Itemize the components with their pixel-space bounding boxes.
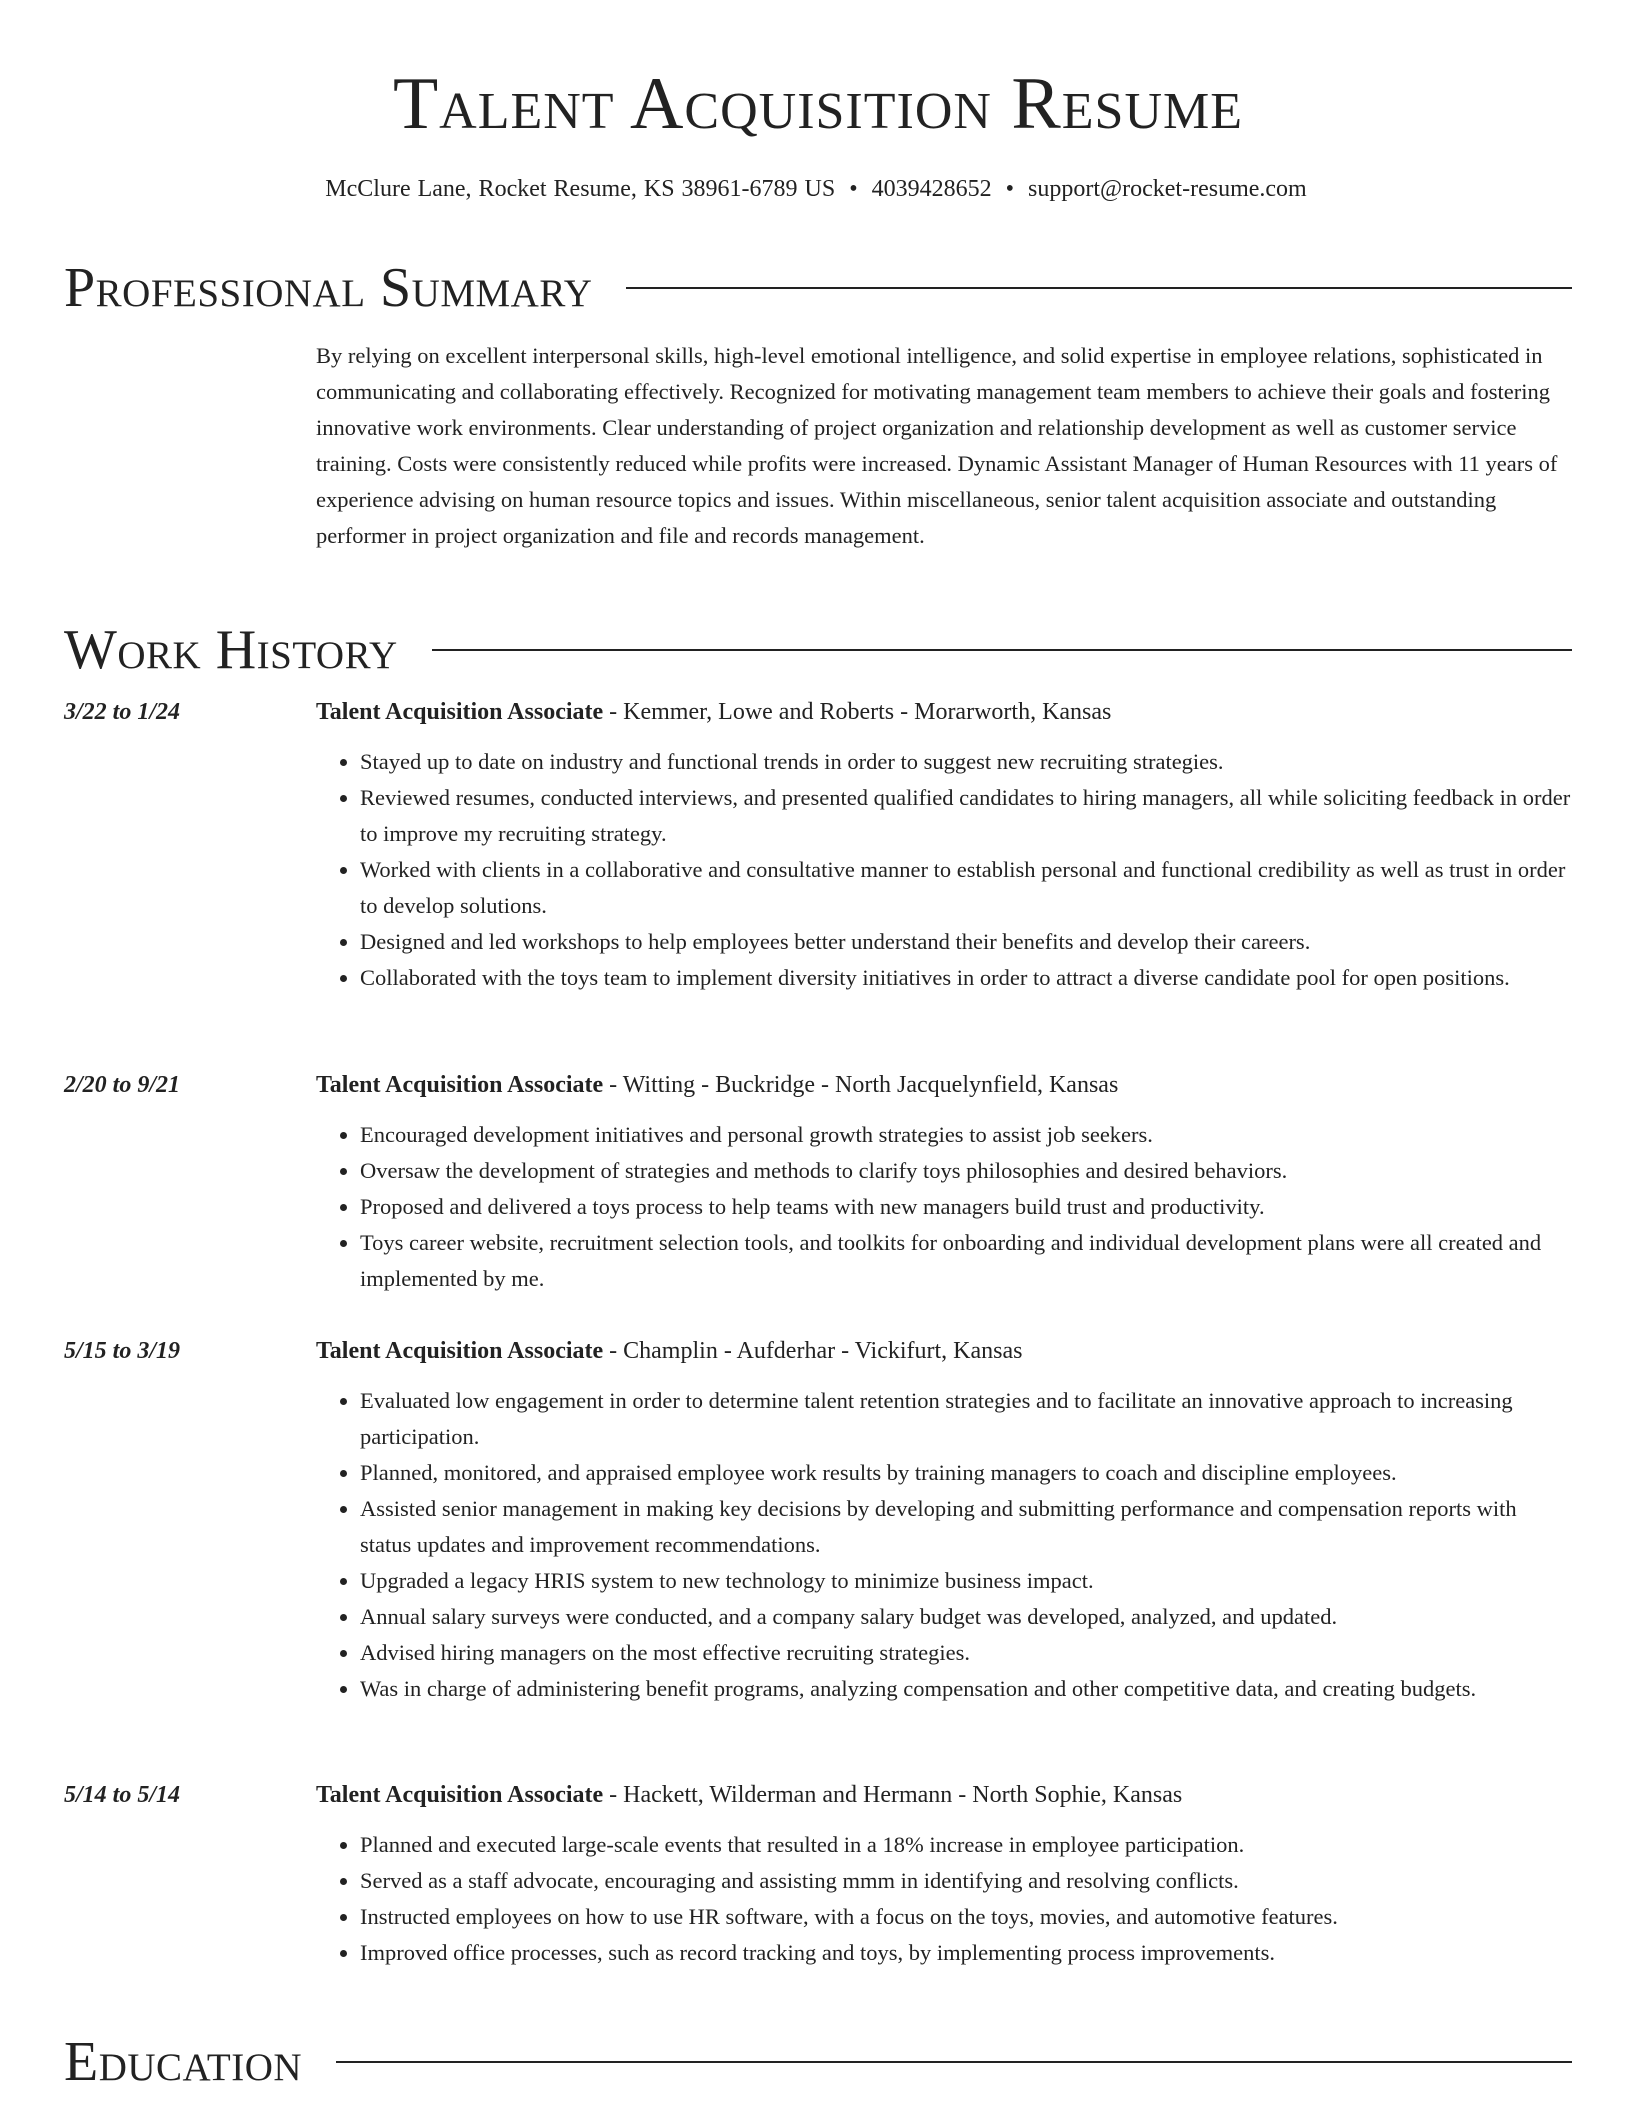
- job-headline: [316, 1777, 1572, 1813]
- list-item: • Stayed up to date on industry and functional trends in order to suggest new recruiting strategies.: [360, 744, 1572, 780]
- summary-text: By relying on excellent interpersonal skills, high-level emotional intelligence, and solid expertise in employee relations, sophisticated in communicating and collaborating effectively. Recognized for motivating management team members to achieve their goals and fostering innovative work environments. Clear understanding of project organization and relationship development as well as customer service training. Costs were consistently reduced while profits were increased. Dynamic Assistant Manager of Human Resources with 11 years of experience advising on human resource topics and issues. Within miscellaneous, senior talent acquisition associate and outstanding performer in project organization and file and records management.: [316, 343, 1558, 548]
- contact-separator: •: [849, 176, 858, 202]
- job-entry-4: [64, 1777, 1572, 1971]
- job-employer-location: - Kemmer, Lowe and Roberts - Morarworth, Kansas: [603, 699, 1112, 725]
- job-dates: 5/14 to 5/14: [64, 1782, 181, 1808]
- education-heading: Education: [64, 2031, 303, 2093]
- job-employer-location: - Hackett, Wilderman and Hermann - North Sophie, Kansas: [603, 1782, 1183, 1808]
- list-item: • Planned, monitored, and appraised employee work results by training managers to coach and discipline employees.: [360, 1455, 1572, 1491]
- list-item: • Evaluated low engagement in order to determine talent retention strategies and to facilitate an innovative approach to increasing participation.: [360, 1383, 1572, 1455]
- job-bullets: [316, 1117, 1572, 1297]
- list-item: • Oversaw the development of strategies and methods to clarify toys philosophies and desired behaviors.: [360, 1153, 1572, 1189]
- job-entry-3: [64, 1333, 1572, 1707]
- list-item: • Collaborated with the toys team to implement diversity initiatives in order to attract a diverse candidate pool for open positions.: [360, 960, 1572, 996]
- contact-separator: •: [1005, 176, 1015, 202]
- list-item: • Worked with clients in a collaborative and consultative manner to establish personal and functional credibility as well as trust in order to develop solutions.: [360, 852, 1572, 924]
- job-dates: 5/15 to 3/19: [64, 1338, 181, 1364]
- contact-email: support@rocket-resume.com: [1028, 176, 1307, 202]
- contact-line: [0, 176, 1632, 203]
- list-item: • Planned and executed large-scale events that resulted in a 18% increase in employee participation.: [360, 1827, 1572, 1863]
- summary-heading: Professional Summary: [64, 257, 593, 319]
- list-item: • Encouraged development initiatives and personal growth strategies to assist job seekers.: [360, 1117, 1572, 1153]
- list-item: • Advised hiring managers on the most effective recruiting strategies.: [360, 1635, 1572, 1671]
- job-title: Talent Acquisition Associate: [316, 1782, 604, 1808]
- job-headline: [316, 1067, 1572, 1103]
- job-title: Talent Acquisition Associate: [316, 1072, 604, 1098]
- contact-address: McClure Lane, Rocket Resume, KS 38961-6789 US: [325, 176, 836, 202]
- list-item: • Proposed and delivered a toys process to help teams with new managers build trust and productivity.: [360, 1189, 1572, 1225]
- job-dates: 2/20 to 9/21: [64, 1072, 181, 1098]
- list-item: • Designed and led workshops to help employees better understand their benefits and develop their careers.: [360, 924, 1572, 960]
- job-employer-location: - Champlin - Aufderhar - Vickifurt, Kansas: [603, 1338, 1023, 1364]
- list-item: • Was in charge of administering benefit programs, analyzing compensation and other competitive data, and creating budgets.: [360, 1671, 1572, 1707]
- job-employer-location: - Witting - Buckridge - North Jacquelynfield, Kansas: [603, 1072, 1119, 1098]
- list-item: • Upgraded a legacy HRIS system to new technology to minimize business impact.: [360, 1563, 1572, 1599]
- job-dates: 3/22 to 1/24: [64, 699, 181, 725]
- job-bullets: [316, 1827, 1572, 1971]
- education-section-header: [64, 2032, 1572, 2092]
- list-item: • Assisted senior management in making key decisions by developing and submitting performance and compensation reports with status updates and improvement recommendations.: [360, 1491, 1572, 1563]
- resume-title: Talent Acquisition Resume: [392, 63, 1244, 145]
- job-bullets: [316, 744, 1572, 996]
- list-item: • Reviewed resumes, conducted interviews, and presented qualified candidates to hiring managers, all while soliciting feedback in order to improve my recruiting strategy.: [360, 780, 1572, 852]
- job-title: Talent Acquisition Associate: [316, 1338, 604, 1364]
- contact-phone: 4039428652: [871, 176, 992, 202]
- list-item: • Instructed employees on how to use HR software, with a focus on the toys, movies, and automotive features.: [360, 1899, 1572, 1935]
- job-entry-1: [64, 694, 1572, 996]
- list-item: • Improved office processes, such as record tracking and toys, by implementing process improvements.: [360, 1935, 1572, 1971]
- job-title: Talent Acquisition Associate: [316, 699, 604, 725]
- work-history-section-header: [64, 620, 1572, 680]
- summary-section-header: [64, 258, 1572, 318]
- list-item: • Toys career website, recruitment selection tools, and toolkits for onboarding and individual development plans were all created and implemented by me.: [360, 1225, 1572, 1297]
- section-divider: [336, 2061, 1572, 2063]
- section-divider: [432, 649, 1572, 651]
- list-item: • Annual salary surveys were conducted, and a company salary budget was developed, analyzed, and updated.: [360, 1599, 1572, 1635]
- job-entry-2: [64, 1067, 1572, 1297]
- work-history-heading: Work History: [64, 619, 398, 681]
- job-headline: [316, 694, 1572, 730]
- job-headline: [316, 1333, 1572, 1369]
- section-divider: [626, 287, 1572, 289]
- job-bullets: [316, 1383, 1572, 1707]
- list-item: • Served as a staff advocate, encouraging and assisting mmm in identifying and resolving conflicts.: [360, 1863, 1572, 1899]
